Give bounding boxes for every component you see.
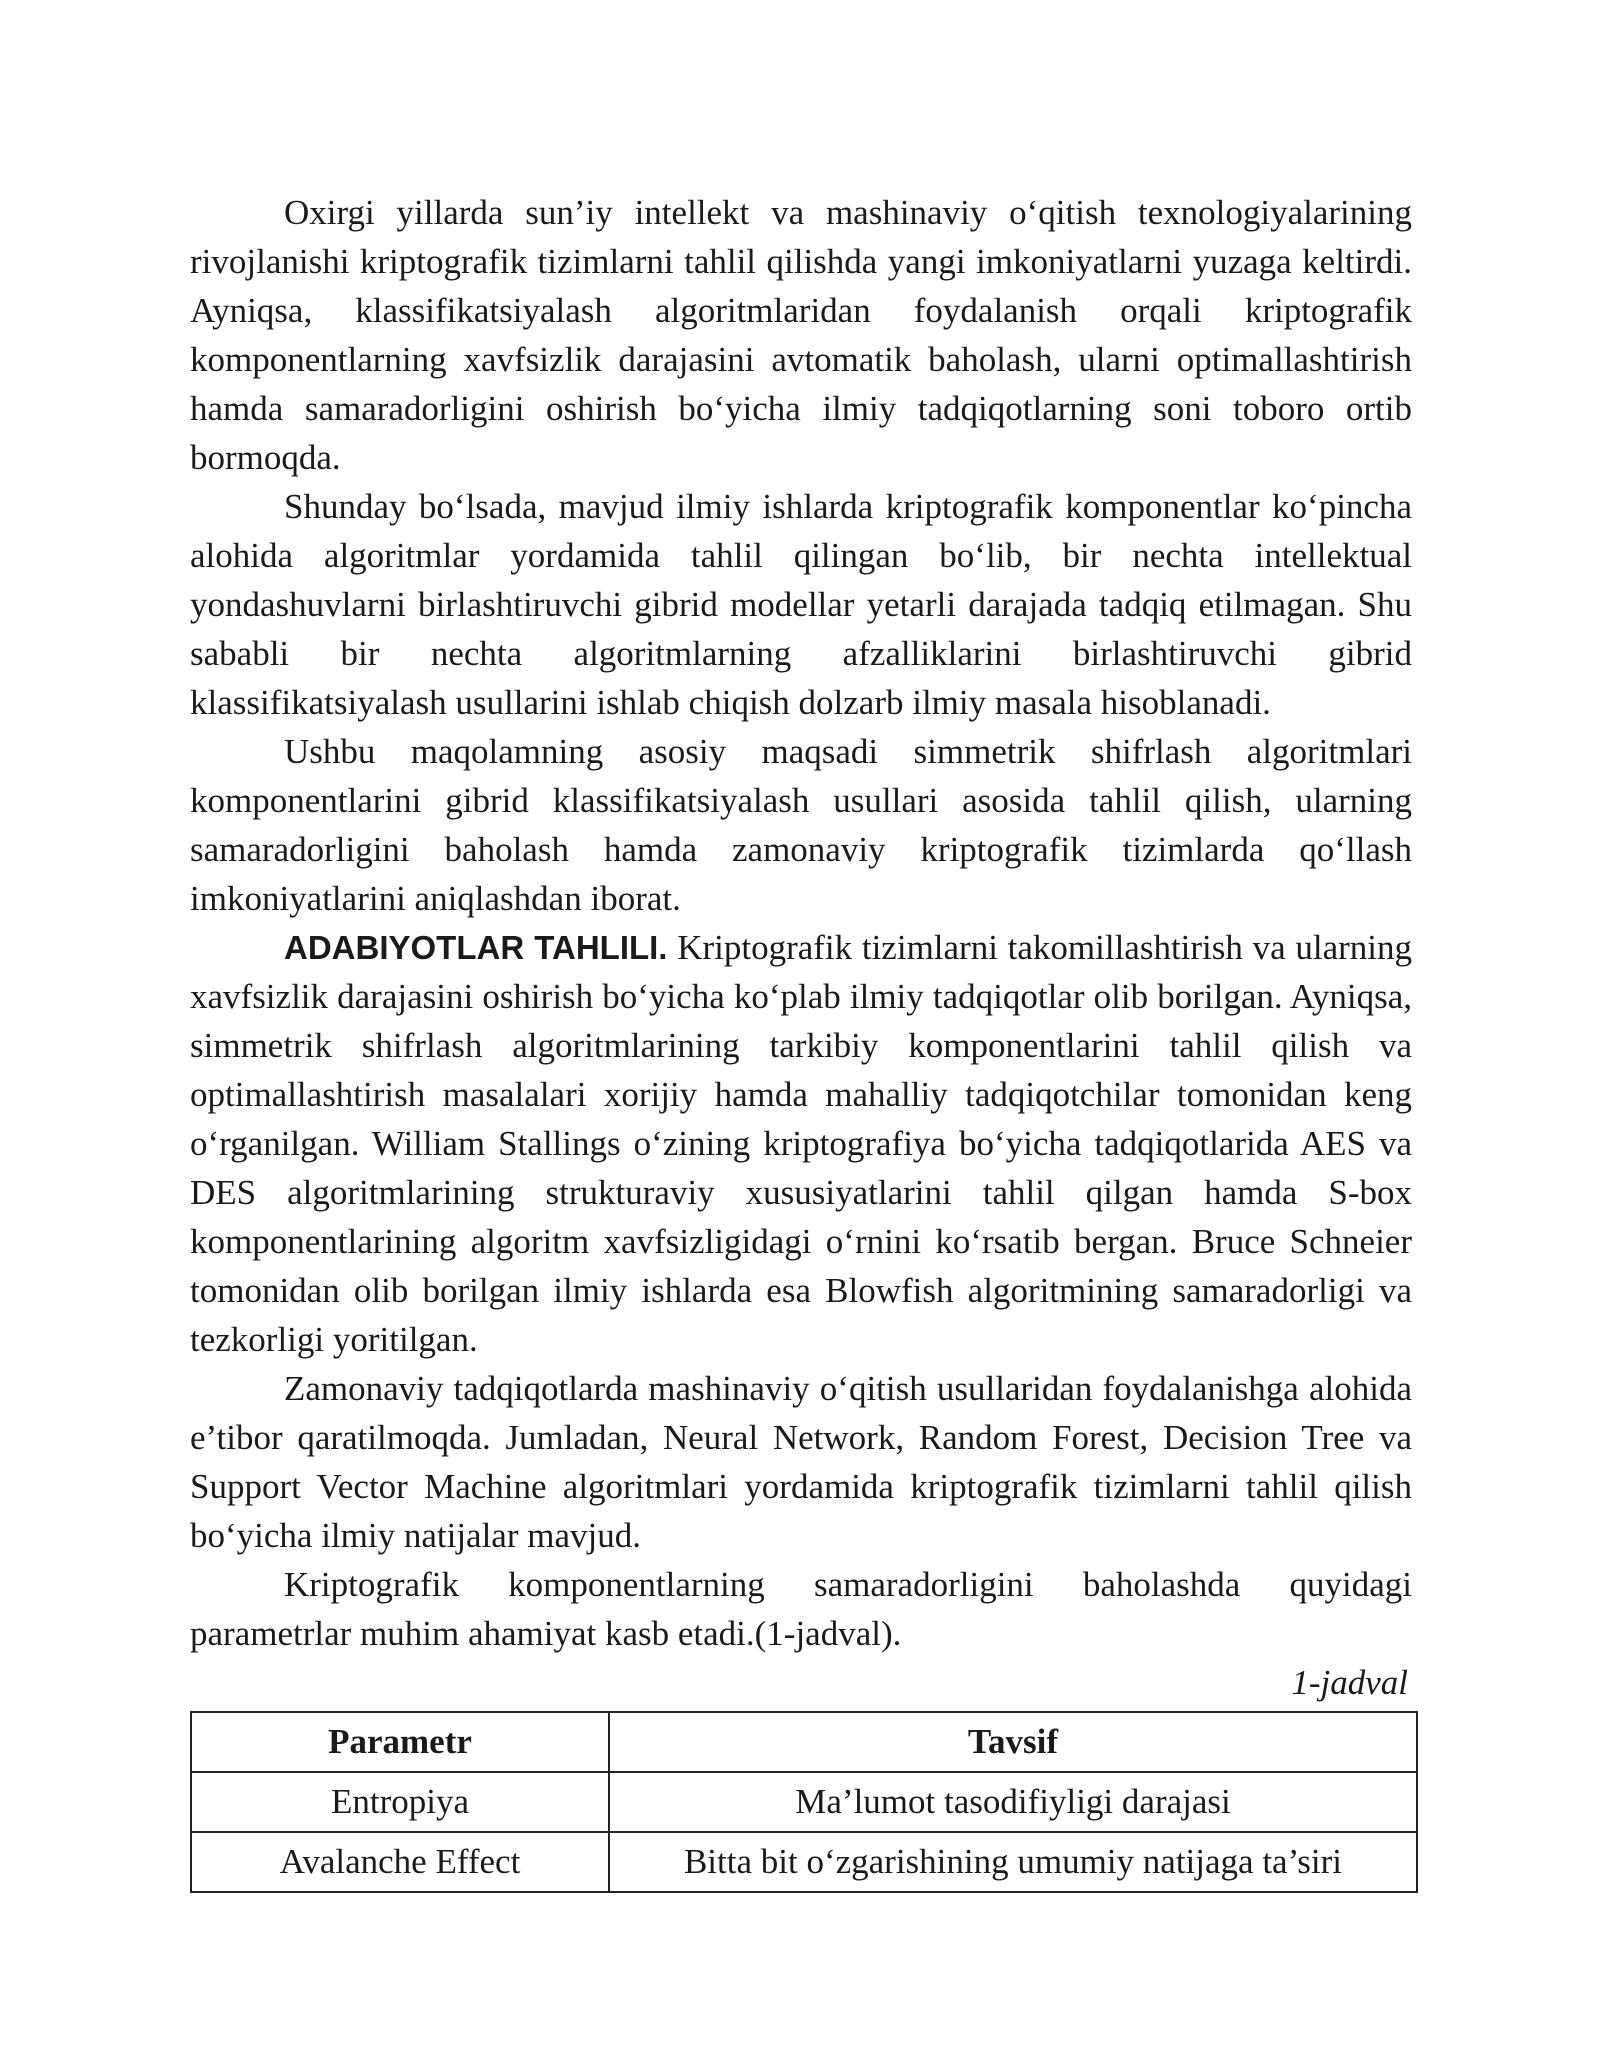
table-header-row [191, 1712, 1417, 1772]
literature-text: Kriptografik tizimlarni takomillashtirish va ularning xavfsizlik darajasini oshirish bo‘yicha ko‘plab ilmiy tadqiqotlar olib borilgan. Ayniqsa, simmetrik shifrlash algoritmlarining tarkibiy komponentlarini tahlil qilish va optimallashtirish masalalari xorijiy hamda mahalliy tadqiqotchilar tomonidan keng o‘rganilgan. William Stallings o‘zining kriptografiya bo‘yicha tadqiqotlarida AES va DES algoritmlarining strukturaviy xususiyatlarini tahlil qilgan hamda S-box komponentlarining algoritm xavfsizligidagi o‘rnini ko‘rsatib bergan. Bruce Schneier tomonidan olib borilgan ilmiy ishlarda esa Blowfish algoritmining samaradorligi va tezkorligi yoritilgan. [190, 928, 1413, 1359]
table-caption: 1-jadval [1291, 1663, 1408, 1702]
table-cell: Bitta bit o‘zgarishining umumiy natijaga ta’siri [609, 1832, 1417, 1892]
table-cell: Ma’lumot tasodifiyligi darajasi [609, 1772, 1417, 1832]
paragraph-literature [190, 923, 1412, 1364]
table-header-cell: Parametr [191, 1712, 609, 1772]
paragraph-ml-methods: Zamonaviy tadqiqotlarda mashinaviy o‘qitish usullaridan foydalanishga alohida e’tibor qaratilmoqda. Jumladan, Neural Network, Random Forest, Decision Tree va Support Vector Machine algoritmlari yordamida kriptografik tizimlarni tahlil qilish bo‘yicha ilmiy natijalar mavjud. [190, 1369, 1412, 1555]
table-cell: Avalanche Effect [191, 1832, 609, 1892]
paragraph-intro: Oxirgi yillarda sun’iy intellekt va mashinaviy o‘qitish texnologiyalarining rivojlanishi kriptografik tizimlarni tahlil qilishda yangi imkoniyatlarni yuzaga keltirdi. Ayniqsa, klassifikatsiyalash algoritmlaridan foydalanish orqali kriptografik komponentlarning xavfsizlik darajasini avtomatik baholash, ularni optimallashtirish hamda samaradorligini oshirish bo‘yicha ilmiy tadqiqotlarning soni toboro ortib bormoqda. [190, 193, 1412, 477]
document-page [190, 188, 1412, 1893]
section-heading: ADABIYOTLAR TAHLILI. [284, 929, 668, 966]
parameters-table [190, 1711, 1418, 1893]
table-header-cell: Tavsif [609, 1712, 1417, 1772]
paragraph-table-intro: Kriptografik komponentlarning samaradorligini baholashda quyidagi parametrlar muhim ahamiyat kasb etadi.(1-jadval). [190, 1565, 1412, 1653]
table-cell: Entropiya [191, 1772, 609, 1832]
paragraph-gap: Shunday bo‘lsada, mavjud ilmiy ishlarda kriptografik komponentlar ko‘pincha alohida algoritmlar yordamida tahlil qilingan bo‘lib, bir nechta intellektual yondashuvlarni birlashtiruvchi gibrid modellar yetarli darajada tadqiq etilmagan. Shu sababli bir nechta algoritmlarning afzalliklarini birlashtiruvchi gibrid klassifikatsiyalash usullarini ishlab chiqish dolzarb ilmiy masala hisoblanadi. [190, 487, 1412, 722]
table-row [191, 1832, 1417, 1892]
table-row [191, 1772, 1417, 1832]
paragraph-aim: Ushbu maqolamning asosiy maqsadi simmetrik shifrlash algoritmlari komponentlarini gibrid klassifikatsiyalash usullari asosida tahlil qilish, ularning samaradorligini baholash hamda zamonaviy kriptografik tizimlarda qo‘llash imkoniyatlarini aniqlashdan iborat. [190, 732, 1412, 918]
